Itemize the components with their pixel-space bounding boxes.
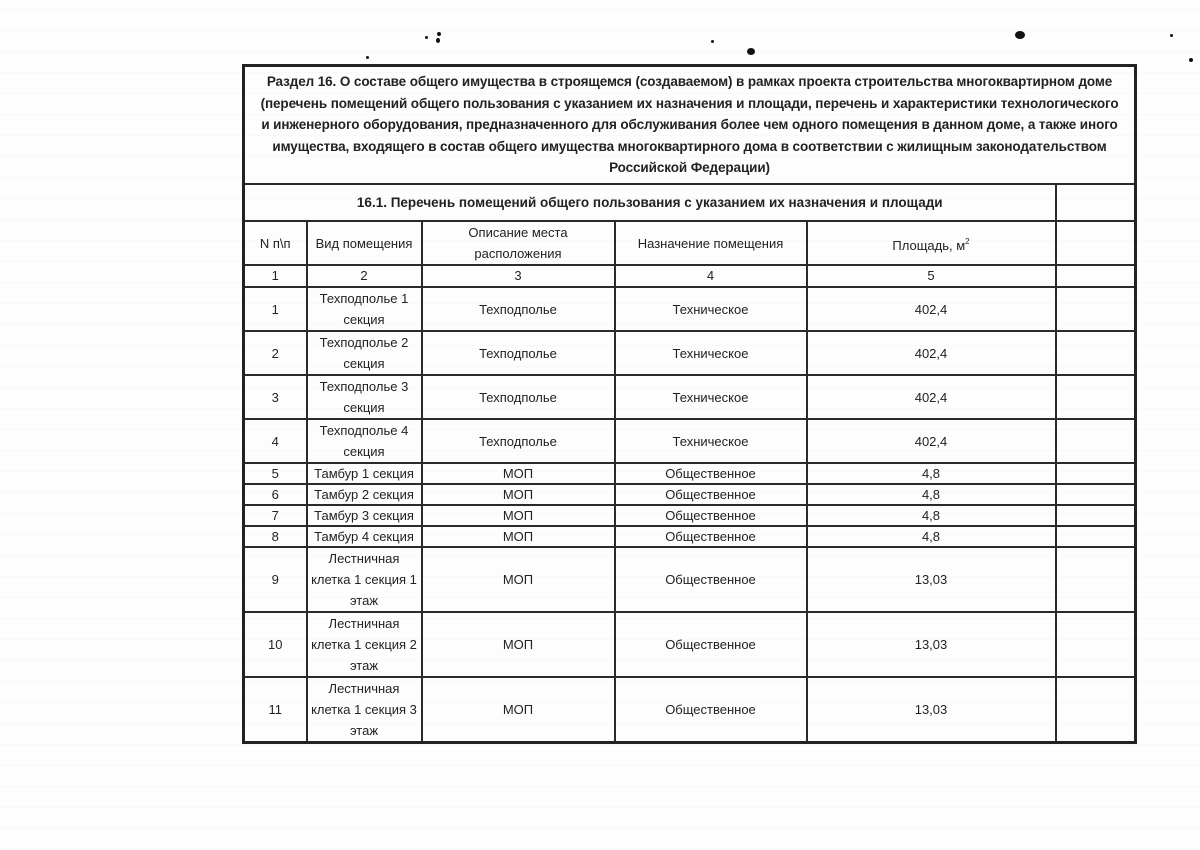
column-header-row [244, 221, 1136, 265]
cell-area: 402,4 [807, 287, 1056, 331]
cell-area: 13,03 [807, 612, 1056, 677]
cell-num: 11 [244, 677, 307, 743]
cell-area: 4,8 [807, 505, 1056, 526]
cell-area: 13,03 [807, 547, 1056, 612]
col-header-purpose: Назначение помещения [615, 221, 807, 265]
extra-cell [1056, 184, 1136, 221]
cell-purpose: Общественное [615, 463, 807, 484]
col-number: 5 [807, 265, 1056, 287]
cell-extra [1056, 287, 1136, 331]
table-row [244, 677, 1136, 743]
col-header-area [807, 221, 1056, 265]
cell-purpose: Общественное [615, 547, 807, 612]
cell-location: МОП [422, 484, 615, 505]
col-header-num: N п\п [244, 221, 307, 265]
table-row [244, 505, 1136, 526]
cell-type: Техподполье 1 секция [307, 287, 422, 331]
cell-type: Лестничная клетка 1 секция 2 этаж [307, 612, 422, 677]
cell-type: Тамбур 3 секция [307, 505, 422, 526]
cell-purpose: Техническое [615, 375, 807, 419]
cell-purpose: Общественное [615, 484, 807, 505]
column-number-row [244, 265, 1136, 287]
cell-area: 4,8 [807, 526, 1056, 547]
cell-area: 13,03 [807, 677, 1056, 743]
cell-location: МОП [422, 526, 615, 547]
cell-num: 1 [244, 287, 307, 331]
table-row [244, 375, 1136, 419]
cell-purpose: Общественное [615, 677, 807, 743]
ink-speck [366, 56, 369, 59]
cell-purpose: Общественное [615, 526, 807, 547]
cell-area: 4,8 [807, 463, 1056, 484]
section-title: Раздел 16. О составе общего имущества в строящемся (создаваемом) в рамках проекта строительства многоквартирном доме (перечень помещений общего пользования с указанием их назначения и площади, перечень и характеристики технологического и инженерного оборудования, предназначенного для обслуживания более чем одного помещения в данном доме, а также иного имущества, входящего в состав общего имущества многоквартирного дома в соответствии с жилищным законодательством Российской Федерации) [244, 66, 1136, 185]
cell-location: МОП [422, 677, 615, 743]
table-row [244, 419, 1136, 463]
ink-speck [425, 36, 428, 39]
cell-num: 10 [244, 612, 307, 677]
cell-location: Техподполье [422, 419, 615, 463]
table-row [244, 547, 1136, 612]
col-number: 1 [244, 265, 307, 287]
cell-type: Техподполье 2 секция [307, 331, 422, 375]
section-header-row [244, 66, 1136, 185]
subsection-title: 16.1. Перечень помещений общего пользования с указанием их назначения и площади [244, 184, 1056, 221]
table-row [244, 612, 1136, 677]
ink-speck [436, 38, 440, 43]
table-row [244, 484, 1136, 505]
cell-extra [1056, 331, 1136, 375]
cell-num: 3 [244, 375, 307, 419]
cell-type: Тамбур 2 секция [307, 484, 422, 505]
col-header-type: Вид помещения [307, 221, 422, 265]
cell-location: Техподполье [422, 331, 615, 375]
cell-area: 4,8 [807, 484, 1056, 505]
col-number [1056, 265, 1136, 287]
col-number: 4 [615, 265, 807, 287]
cell-purpose: Общественное [615, 505, 807, 526]
cell-type: Тамбур 1 секция [307, 463, 422, 484]
cell-num: 6 [244, 484, 307, 505]
cell-purpose: Техническое [615, 331, 807, 375]
cell-purpose: Техническое [615, 419, 807, 463]
cell-location: МОП [422, 505, 615, 526]
cell-location: МОП [422, 612, 615, 677]
subsection-header-row [244, 184, 1136, 221]
ink-speck [747, 48, 755, 55]
cell-type: Тамбур 4 секция [307, 526, 422, 547]
cell-area: 402,4 [807, 331, 1056, 375]
cell-num: 2 [244, 331, 307, 375]
cell-extra [1056, 612, 1136, 677]
ink-speck [1170, 34, 1173, 37]
col-number: 3 [422, 265, 615, 287]
col-header-extra [1056, 221, 1136, 265]
cell-type: Лестничная клетка 1 секция 1 этаж [307, 547, 422, 612]
cell-purpose: Общественное [615, 612, 807, 677]
ink-speck [711, 40, 714, 43]
table-row [244, 526, 1136, 547]
ink-speck [1189, 58, 1193, 62]
common-property-table [242, 64, 1137, 744]
cell-type: Техподполье 4 секция [307, 419, 422, 463]
table-row [244, 463, 1136, 484]
cell-extra [1056, 505, 1136, 526]
cell-location: Техподполье [422, 375, 615, 419]
cell-location: Техподполье [422, 287, 615, 331]
ink-speck [437, 32, 441, 36]
col-header-area-text: Площадь, м [892, 237, 966, 253]
col-number: 2 [307, 265, 422, 287]
col-header-area-sup: 2 [965, 236, 970, 246]
col-header-location [422, 221, 615, 265]
table-row [244, 287, 1136, 331]
cell-num: 4 [244, 419, 307, 463]
cell-extra [1056, 526, 1136, 547]
cell-extra [1056, 419, 1136, 463]
cell-extra [1056, 677, 1136, 743]
cell-area: 402,4 [807, 375, 1056, 419]
cell-extra [1056, 375, 1136, 419]
cell-num: 7 [244, 505, 307, 526]
col-header-location-text: Описание места расположения [468, 225, 568, 261]
cell-purpose: Техническое [615, 287, 807, 331]
cell-num: 8 [244, 526, 307, 547]
cell-num: 9 [244, 547, 307, 612]
table-row [244, 331, 1136, 375]
cell-extra [1056, 547, 1136, 612]
cell-location: МОП [422, 547, 615, 612]
cell-num: 5 [244, 463, 307, 484]
cell-extra [1056, 484, 1136, 505]
cell-location: МОП [422, 463, 615, 484]
cell-extra [1056, 463, 1136, 484]
ink-speck [1015, 31, 1025, 39]
cell-area: 402,4 [807, 419, 1056, 463]
cell-type: Техподполье 3 секция [307, 375, 422, 419]
cell-type: Лестничная клетка 1 секция 3 этаж [307, 677, 422, 743]
